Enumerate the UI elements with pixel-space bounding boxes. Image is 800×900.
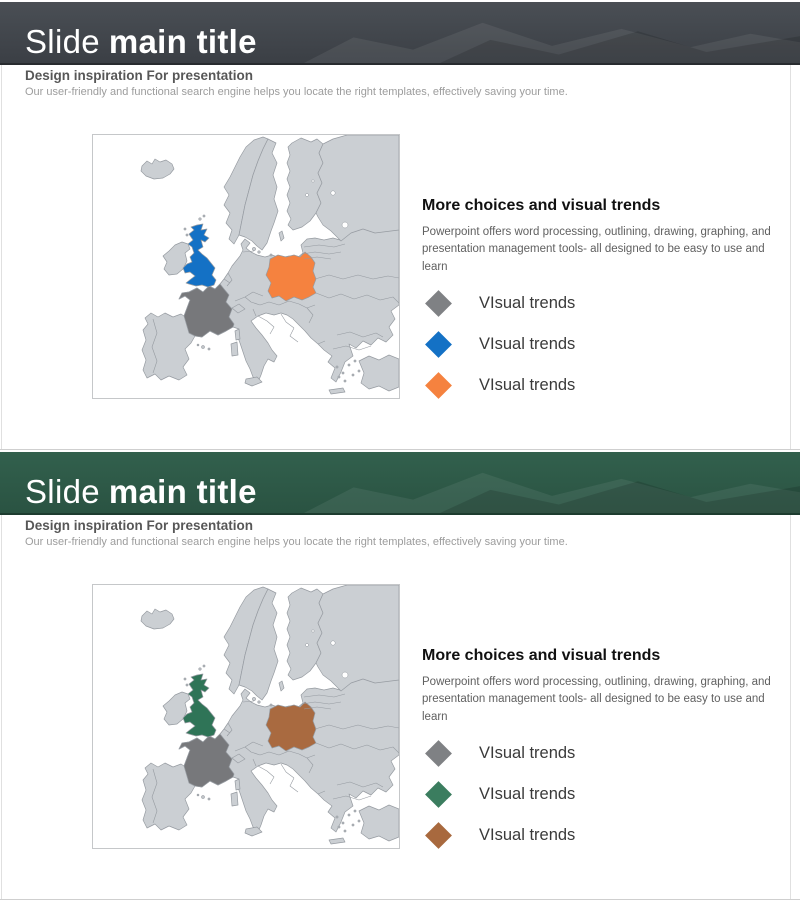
- diamond-bullet-icon: [425, 290, 452, 317]
- island-gotland: [279, 681, 284, 691]
- region-russia: [316, 585, 399, 691]
- bullet-list: [422, 733, 778, 856]
- slide-title-bold: main title: [108, 22, 257, 60]
- country-iceland: [141, 159, 174, 179]
- bullet-label: VIsual trends: [479, 293, 576, 312]
- bullet-label: VIsual trends: [479, 375, 576, 394]
- island-corsica: [235, 329, 240, 340]
- diamond-bullet-icon: [425, 331, 452, 358]
- content-heading: More choices and visual trends: [422, 647, 661, 664]
- content-block: [422, 197, 778, 406]
- bullet-label: VIsual trends: [479, 743, 576, 762]
- bullet-list: [422, 283, 778, 406]
- slide-frame-left: [1, 514, 2, 899]
- bullet-label: VIsual trends: [479, 334, 576, 353]
- region-turkey: [359, 805, 399, 841]
- diamond-bullet-icon: [425, 822, 452, 849]
- slide-frame-right: [790, 514, 791, 899]
- slide-preview-green[interactable]: [0, 450, 800, 900]
- list-item: [422, 733, 778, 774]
- content-block: [422, 647, 778, 856]
- diamond-bullet-icon: [425, 740, 452, 767]
- region-russia: [316, 135, 399, 241]
- country-iceland: [141, 609, 174, 629]
- content-heading: More choices and visual trends: [422, 197, 661, 214]
- banner: [0, 452, 800, 515]
- europe-map: [93, 585, 399, 848]
- europe-map-box: [92, 584, 400, 849]
- tagline: Our user-friendly and functional search engine helps you locate the right templates, effectively saving your time.: [25, 536, 568, 548]
- slide-frame-right: [790, 64, 791, 449]
- slide-title-bold: main title: [108, 472, 257, 510]
- country-poland: [266, 702, 316, 751]
- country-poland: [266, 252, 316, 301]
- island-corsica: [235, 779, 240, 790]
- slide-title: [25, 24, 257, 60]
- content-description: Powerpoint offers word processing, outlining, drawing, graphing, and presentation management tools- all designed to be easy to use and learn: [422, 676, 771, 723]
- banner: [0, 2, 800, 65]
- list-item: [422, 365, 778, 406]
- subtitle: Design inspiration For presentation: [25, 518, 254, 533]
- europe-map-box: [92, 134, 400, 399]
- slide-title-light: Slide: [25, 22, 100, 60]
- country-united-kingdom: [183, 674, 216, 737]
- diamond-bullet-icon: [425, 781, 452, 808]
- island-crete: [329, 838, 345, 844]
- europe-map: [93, 135, 399, 398]
- island-crete: [329, 388, 345, 394]
- subtitle: Design inspiration For presentation: [25, 68, 254, 83]
- country-united-kingdom: [183, 224, 216, 287]
- island-sardinia: [231, 792, 238, 806]
- island-gotland: [279, 231, 284, 241]
- slide-title-light: Slide: [25, 472, 100, 510]
- island-sardinia: [231, 342, 238, 356]
- slide-frame-left: [1, 64, 2, 449]
- content-description: Powerpoint offers word processing, outlining, drawing, graphing, and presentation management tools- all designed to be easy to use and learn: [422, 226, 771, 273]
- bullet-label: VIsual trends: [479, 825, 576, 844]
- list-item: [422, 774, 778, 815]
- slide-title: [25, 474, 257, 510]
- list-item: [422, 815, 778, 856]
- bullet-label: VIsual trends: [479, 784, 576, 803]
- list-item: [422, 283, 778, 324]
- diamond-bullet-icon: [425, 372, 452, 399]
- region-turkey: [359, 355, 399, 391]
- list-item: [422, 324, 778, 365]
- tagline: Our user-friendly and functional search engine helps you locate the right templates, effectively saving your time.: [25, 86, 568, 98]
